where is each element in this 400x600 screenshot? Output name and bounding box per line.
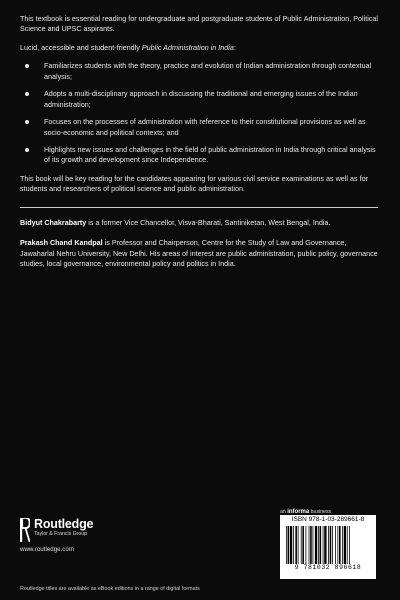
list-item <box>20 61 378 82</box>
divider <box>20 207 378 208</box>
publisher-name: Routledge <box>34 517 94 531</box>
bullet-icon <box>25 120 29 124</box>
author-description: is Professor and Chairperson, Centre for the Study of Law and Governance, Jawaharlal Nehru University, New Delhi. His areas of interest are public administration, public policy, governance studies, local governance, environmental policy and politics in India. <box>20 238 378 268</box>
feature-list <box>20 61 378 166</box>
list-item-text: Adopts a multi-disciplinary approach in discussing the traditional and emerging issues of the Indian administration; <box>44 89 358 109</box>
author-name: Bidyut Chakrabarty <box>20 217 87 227</box>
author-description: is a former Vice Chancellor, Visva-Bharati, Santiniketan, West Bengal, India. <box>86 217 331 227</box>
informa-suffix: business <box>309 509 332 515</box>
bullet-icon <box>25 64 29 68</box>
list-item <box>20 89 378 110</box>
list-item <box>20 117 378 138</box>
list-item-text: Familiarizes students with the theory, practice and evolution of Indian administration through contextual analysis; <box>44 61 372 81</box>
bullet-icon <box>25 92 29 96</box>
informa-prefix: an <box>280 509 288 515</box>
intro-paragraph: This textbook is essential reading for undergraduate and postgraduate students of Public Administration, Political Science and UPSC aspirants. <box>20 14 378 34</box>
bullet-icon <box>25 148 29 152</box>
closing-paragraph: This book will be key reading for the candidates appearing for various civil service examinations as well as for students and researchers of political science and public administration. <box>20 173 368 194</box>
barcode-icon <box>284 526 372 564</box>
list-item-text: Highlights new issues and challenges in the field of public administration in India through critical analysis of its growth and development since Independence. <box>44 144 376 165</box>
author-bio <box>20 218 378 228</box>
routledge-logo-icon <box>20 518 30 542</box>
isbn-digits: 9 781032 896618 <box>294 563 362 571</box>
author-bio <box>20 238 378 269</box>
book-title: Public Administration in India <box>141 42 234 52</box>
list-item <box>20 145 378 166</box>
isbn-barcode-box <box>280 515 376 579</box>
lead-suffix: : <box>233 42 236 52</box>
informa-brand: informa <box>287 509 310 515</box>
publisher-group: Taylor & Francis Group <box>34 531 88 538</box>
list-item-text: Focuses on the processes of administration with reference to their constitutional provisions as well as socio-economic and political contexts; and <box>44 117 366 137</box>
lead-paragraph <box>20 43 378 53</box>
author-name: Prakash Chand Kandpal <box>20 238 103 248</box>
publisher-url[interactable]: www.routledge.com <box>20 546 74 553</box>
isbn-label: ISBN 978-1-03-289661-8 <box>291 516 365 523</box>
back-cover-text <box>20 14 378 279</box>
publisher-block <box>20 518 180 555</box>
footer-note: Routledge titles are available as eBook editions in a range of digital formats <box>20 586 200 592</box>
lead-prefix: Lucid, accessible and student-friendly <box>20 42 142 52</box>
